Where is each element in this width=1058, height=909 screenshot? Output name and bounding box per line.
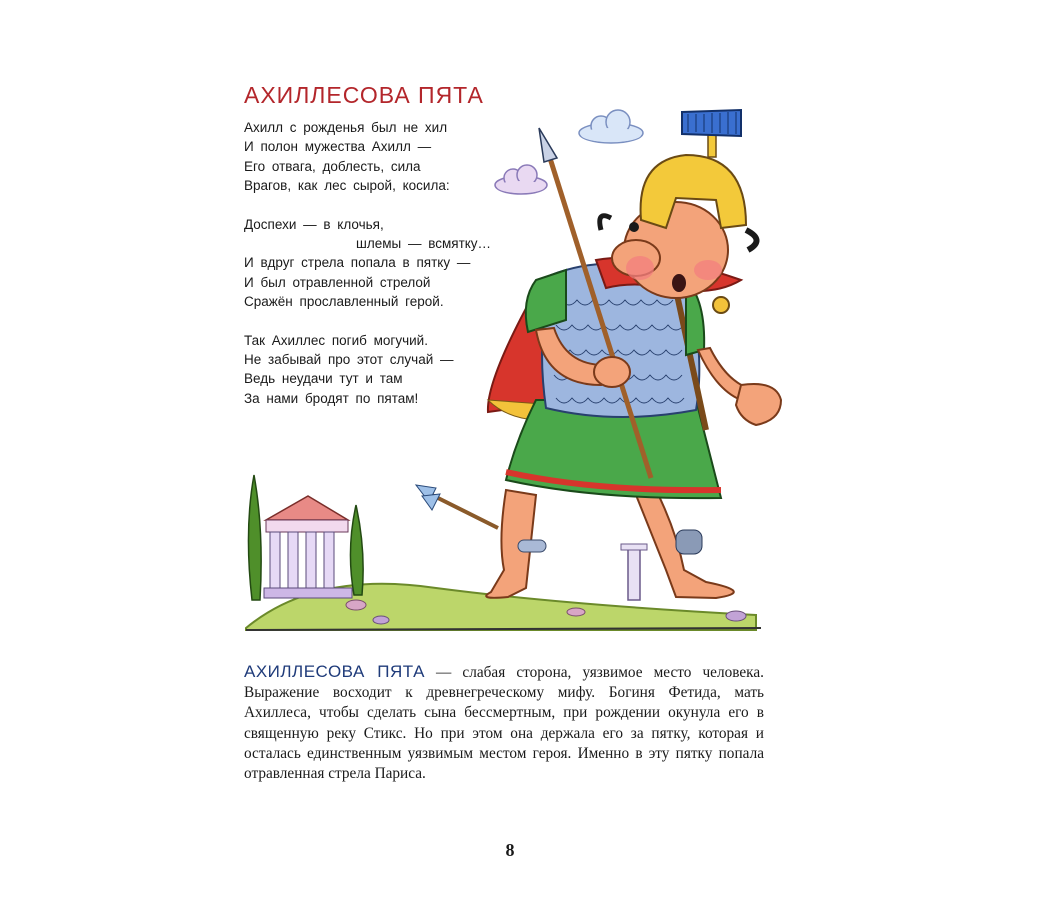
poem-line: Доспехи — в клочья, [244, 216, 384, 232]
temple-icon [264, 496, 352, 598]
poem-line: Ведь неудачи тут и там [244, 371, 403, 387]
poem-line: Его отвага, доблесть, сила [244, 158, 421, 174]
poem-line: И был отравленной стрелой [244, 274, 431, 290]
poem-line: Сражён прославленный герой. [244, 294, 444, 310]
arrow-icon [416, 485, 498, 528]
poem-line: Ахилл с рожденья был не хил [244, 120, 448, 135]
page-number: 8 [505, 840, 515, 860]
definition-text: — слабая сторона, уязвимое место человека. Выражение восходит к древнегреческому мифу. Богиня Фетида, мать Ахиллеса, чтобы сделать сына бессмертным, при рождении окунула его в священную реку Стикс. Но при этом она держала его за пятку, которая и осталась единственным уязвимым местом героя. Именно в эту пятку попала отравленная стрела Париса. [244, 664, 764, 783]
poem-line: И полон мужества Ахилл — [244, 139, 432, 155]
achilles-warrior-illustration [236, 100, 796, 640]
cloud-icon [579, 110, 643, 143]
poem-line: И вдруг стрела попала в пятку — [244, 255, 471, 271]
definition-term: АХИЛЛЕСОВА ПЯТА [244, 662, 425, 681]
poem-line: Так Ахиллес погиб могучий. [244, 332, 428, 348]
poem-line: Не забывай про этот случай — [244, 351, 454, 367]
cloud-icon [495, 165, 547, 194]
poem-line: За нами бродят по пятам! [244, 390, 419, 406]
poem-line: Врагов, как лес сырой, косила: [244, 178, 450, 194]
definition-paragraph [244, 662, 764, 784]
poem-line: шлемы — всмятку… [356, 235, 492, 251]
poem-title: АХИЛЛЕСОВА ПЯТА [244, 82, 484, 108]
